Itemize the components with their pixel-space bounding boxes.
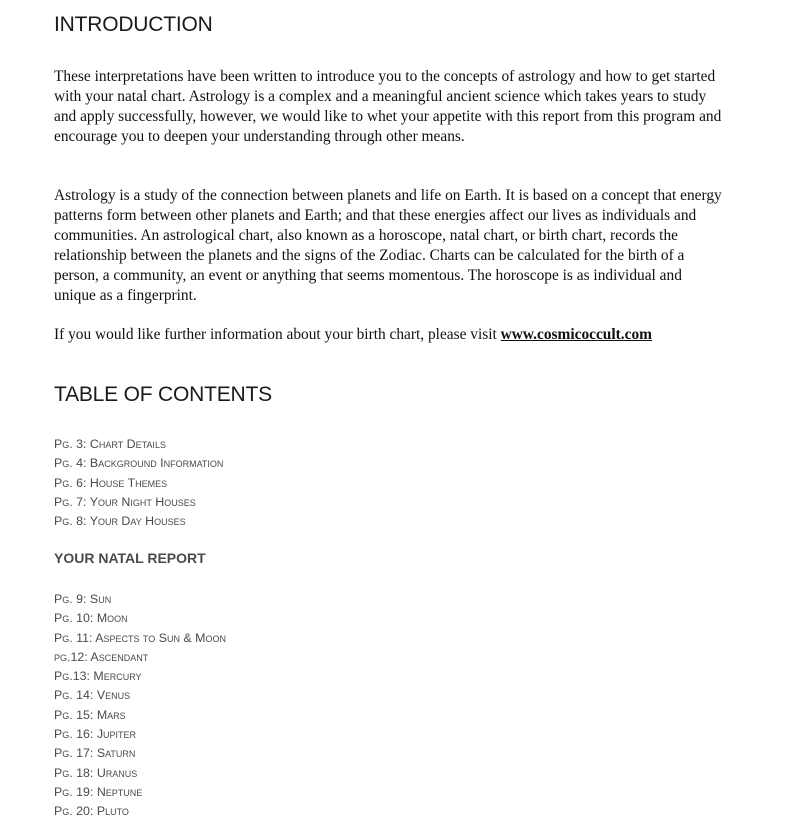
toc-entry[interactable]: Pg. 10: Moon <box>54 611 128 626</box>
toc-entry[interactable]: pg.12: Ascendant <box>54 649 149 664</box>
toc-entry[interactable]: Pg. 7: Your Night Houses <box>54 494 196 509</box>
toc-entry[interactable]: Pg. 18: Uranus <box>54 765 138 780</box>
toc-entry[interactable]: Pg. 6: House Themes <box>54 475 168 490</box>
toc-list-general <box>54 435 223 531</box>
paragraph-3-text: If you would like further information about your birth chart, please visit <box>54 326 501 343</box>
toc-entry[interactable]: Pg. 3: Chart Details <box>54 437 166 451</box>
toc-entry[interactable]: Pg.13: Mercury <box>54 669 142 684</box>
introduction-heading: INTRODUCTION <box>54 13 213 36</box>
toc-entry[interactable]: Pg. 17: Saturn <box>54 746 136 761</box>
website-link[interactable]: www.cosmicoccult.com <box>500 326 652 343</box>
toc-entry[interactable]: Pg. 8: Your Day Houses <box>54 514 186 529</box>
toc-entry[interactable]: Pg. 15: Mars <box>54 707 126 722</box>
toc-heading: TABLE OF CONTENTS <box>54 383 272 406</box>
introduction-paragraph-2: Astrology is a study of the connection between planets and life on Earth. It is based on a concept that energy patterns form between other planets and Earth; and that these energies affect our lives as individuals and communities. An astrological chart, also known as a horoscope, natal chart, or birth chart, records the relationship between the planets and the signs of the Zodiac. Charts can be calculated for the birth of a person, a community, an event or anything that seems momentous. The horoscope is as individual and unique as a fingerprint. <box>54 187 722 304</box>
toc-entry[interactable]: Pg. 16: Jupiter <box>54 727 137 742</box>
natal-report-subheading: YOUR NATAL REPORT <box>54 550 206 566</box>
toc-entry[interactable]: Pg. 20: Pluto <box>54 804 129 819</box>
toc-list-natal-report <box>54 590 226 822</box>
toc-entry[interactable]: Pg. 19: Neptune <box>54 784 143 799</box>
toc-entry[interactable]: Pg. 11: Aspects to Sun & Moon <box>54 630 226 645</box>
introduction-paragraph-3 <box>54 325 726 345</box>
toc-entry[interactable]: Pg. 14: Venus <box>54 688 131 703</box>
toc-entry[interactable]: Pg. 9: Sun <box>54 592 112 606</box>
introduction-paragraph-1: These interpretations have been written to introduce you to the concepts of astrology and how to get started with your natal chart. Astrology is a complex and a meaningful ancient science which takes years to study and apply successfully, however, we would like to whet your appetite with this report from this program and encourage you to deepen your understanding through other means. <box>54 68 722 145</box>
toc-entry[interactable]: Pg. 4: Background Information <box>54 456 224 471</box>
